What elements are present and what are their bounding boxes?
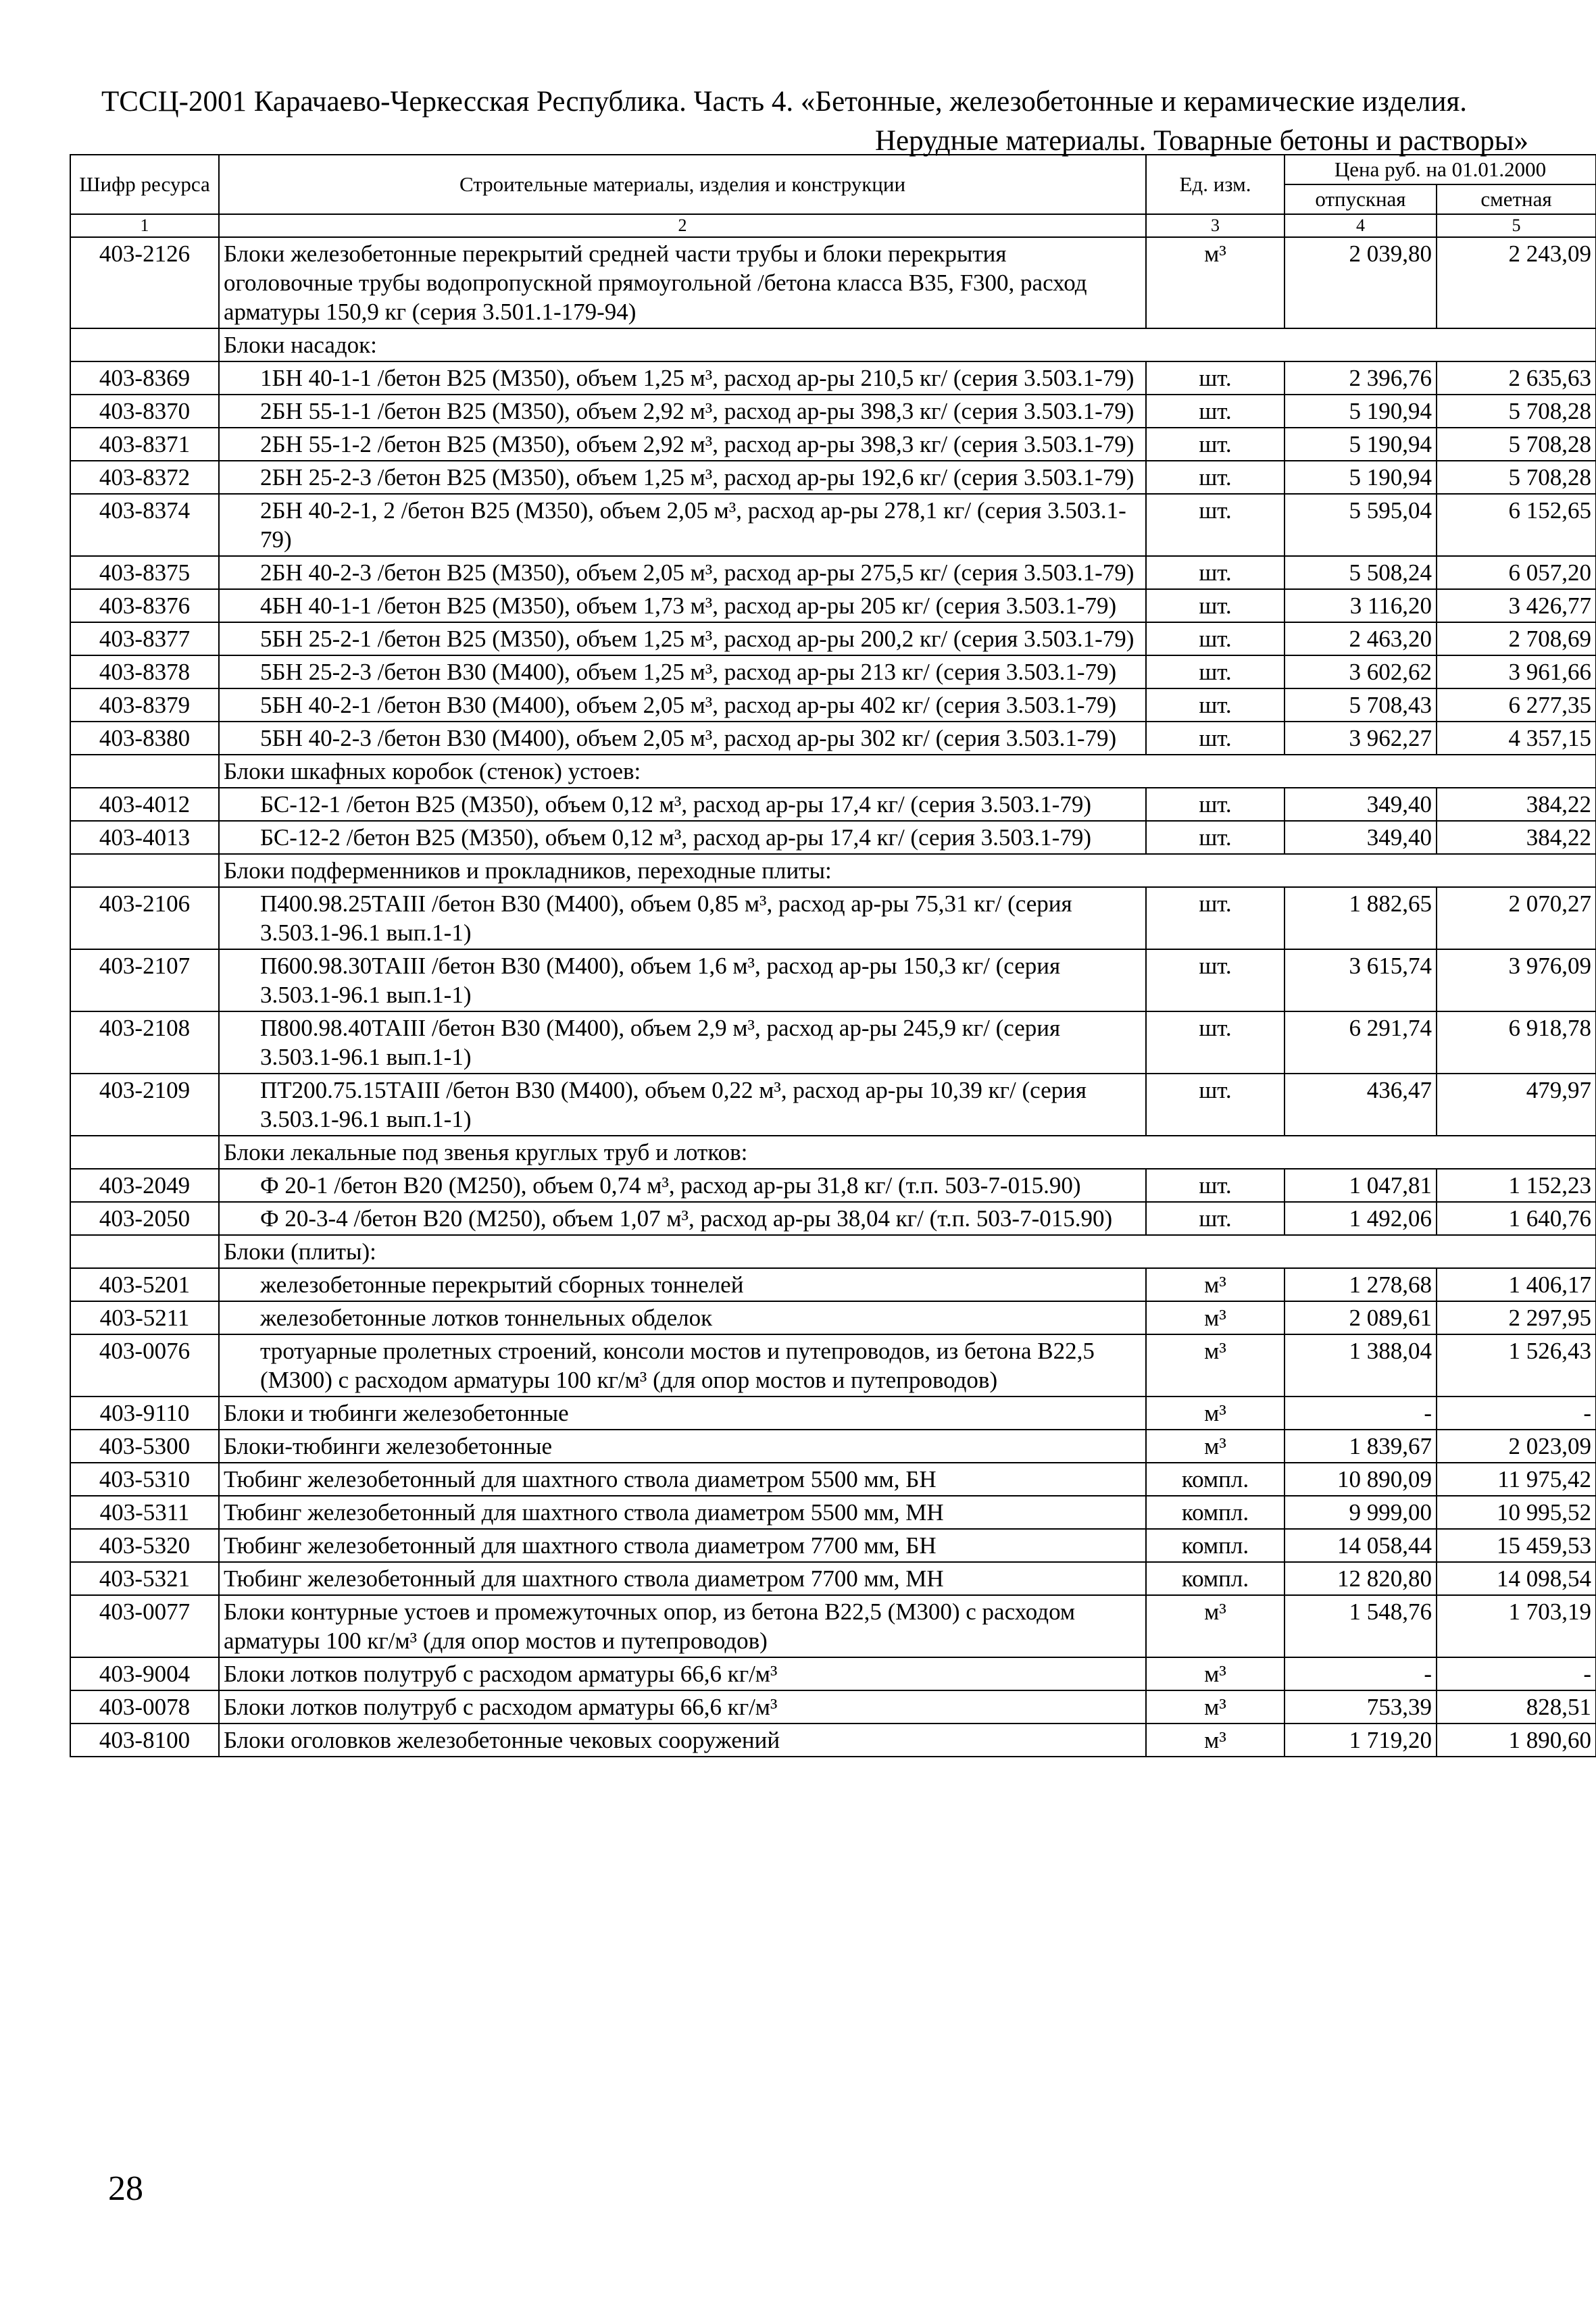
cell-code: 403-5211 [70,1301,219,1334]
cell-estimate-price: 3 426,77 [1437,589,1596,622]
cell-estimate-price: - [1437,1657,1596,1690]
cell-name: Блоки железобетонные перекрытий средней части трубы и блоки перекрытия оголовочные трубы водопропускной прямоугольной /бетона класса В35, F300, расход арматуры 150,9 кг (серия 3.501.1-179-94) [219,237,1146,328]
header-name: Строительные материалы, изделия и конструкции [219,155,1146,214]
cell-release-price: 3 615,74 [1285,949,1437,1011]
cell-name: 2БН 55-1-2 /бетон В25 (М350), объем 2,92 м³, расход ар-ры 398,3 кг/ (серия 3.503.1-79) [219,428,1146,461]
cell-code: 403-8378 [70,655,219,688]
cell-estimate-price: 1 890,60 [1437,1724,1596,1757]
section-row [70,755,1596,788]
cell-name: Тюбинг железобетонный для шахтного ствола диаметром 7700 мм, МН [219,1562,1146,1595]
table-row [70,1202,1596,1235]
cell-name: Блоки контурные устоев и промежуточных опор, из бетона В22,5 (М300) с расходом арматуры 100 кг/м³ (для опор мостов и путепроводов) [219,1595,1146,1657]
cell-name: 2БН 25-2-3 /бетон В25 (М350), объем 1,25 м³, расход ар-ры 192,6 кг/ (серия 3.503.1-79) [219,461,1146,494]
col-number: 1 [70,214,219,237]
cell-unit: шт. [1146,361,1285,395]
page-header [101,82,1528,161]
table-row [70,1529,1596,1562]
header-estimate-price: сметная [1437,184,1596,214]
cell-release-price: 3 602,62 [1285,655,1437,688]
cell-unit: шт. [1146,556,1285,589]
table-row [70,1463,1596,1496]
cell-name: П400.98.25ТАIII /бетон В30 (М400), объем 0,85 м³, расход ар-ры 75,31 кг/ (серия 3.503.1-96.1 вып.1-1) [219,887,1146,949]
cell-unit: компл. [1146,1463,1285,1496]
table-row [70,1011,1596,1074]
cell-estimate-price: 2 243,09 [1437,237,1596,328]
cell-estimate-price: 1 526,43 [1437,1334,1596,1397]
cell-release-price: 5 190,94 [1285,428,1437,461]
cell-estimate-price: 5 708,28 [1437,428,1596,461]
cell-estimate-price: 479,97 [1437,1074,1596,1136]
cell-name: Блоки лотков полутруб с расходом арматуры 66,6 кг/м³ [219,1657,1146,1690]
table-row [70,1690,1596,1724]
cell-name: 5БН 40-2-1 /бетон В30 (М400), объем 2,05 м³, расход ар-ры 402 кг/ (серия 3.503.1-79) [219,688,1146,722]
cell-name: 5БН 25-2-1 /бетон В25 (М350), объем 1,25 м³, расход ар-ры 200,2 кг/ (серия 3.503.1-79) [219,622,1146,655]
table-row [70,1724,1596,1757]
cell-release-price: 1 492,06 [1285,1202,1437,1235]
section-row [70,854,1596,887]
cell-unit: м³ [1146,1690,1285,1724]
col-number: 5 [1437,214,1596,237]
cell-release-price: 2 463,20 [1285,622,1437,655]
cell-unit: шт. [1146,395,1285,428]
section-title: Блоки подферменников и прокладников, переходные плиты: [219,854,1596,887]
cell-code [70,328,219,361]
cell-code: 403-8374 [70,494,219,556]
table-row [70,556,1596,589]
table-row [70,655,1596,688]
col-number: 2 [219,214,1146,237]
cell-code: 403-2107 [70,949,219,1011]
cell-name: 5БН 25-2-3 /бетон В30 (М400), объем 1,25 м³, расход ар-ры 213 кг/ (серия 3.503.1-79) [219,655,1146,688]
cell-release-price: 6 291,74 [1285,1011,1437,1074]
table-row [70,1334,1596,1397]
col-number: 3 [1146,214,1285,237]
cell-name: 4БН 40-1-1 /бетон В25 (М350), объем 1,73 м³, расход ар-ры 205 кг/ (серия 3.503.1-79) [219,589,1146,622]
cell-unit: шт. [1146,494,1285,556]
table-row [70,949,1596,1011]
cell-unit: м³ [1146,1430,1285,1463]
header-release-price: отпускная [1285,184,1437,214]
cell-estimate-price: 5 708,28 [1437,461,1596,494]
table-row [70,622,1596,655]
cell-release-price: 2 039,80 [1285,237,1437,328]
cell-code: 403-8377 [70,622,219,655]
cell-code: 403-8369 [70,361,219,395]
cell-unit: шт. [1146,821,1285,854]
cell-name: П600.98.30ТАIII /бетон В30 (М400), объем 1,6 м³, расход ар-ры 150,3 кг/ (серия 3.503.1-96.1 вып.1-1) [219,949,1146,1011]
cell-code: 403-5300 [70,1430,219,1463]
cell-name: Тюбинг железобетонный для шахтного ствола диаметром 7700 мм, БН [219,1529,1146,1562]
cell-unit: шт. [1146,1011,1285,1074]
table-row [70,1496,1596,1529]
cell-code [70,1136,219,1169]
cell-unit: шт. [1146,722,1285,755]
col-number: 4 [1285,214,1437,237]
cell-release-price: 1 839,67 [1285,1430,1437,1463]
cell-name: 2БН 55-1-1 /бетон В25 (М350), объем 2,92 м³, расход ар-ры 398,3 кг/ (серия 3.503.1-79) [219,395,1146,428]
cell-unit: м³ [1146,237,1285,328]
cell-unit: шт. [1146,461,1285,494]
cell-release-price: 1 548,76 [1285,1595,1437,1657]
cell-unit: шт. [1146,1202,1285,1235]
price-table [70,154,1596,1757]
cell-code: 403-0076 [70,1334,219,1397]
cell-unit: шт. [1146,688,1285,722]
cell-name: 1БН 40-1-1 /бетон В25 (М350), объем 1,25 м³, расход ар-ры 210,5 кг/ (серия 3.503.1-79) [219,361,1146,395]
table-row [70,1268,1596,1301]
cell-code: 403-8371 [70,428,219,461]
cell-unit: компл. [1146,1529,1285,1562]
cell-code [70,854,219,887]
cell-code: 403-5320 [70,1529,219,1562]
cell-unit: шт. [1146,655,1285,688]
cell-release-price: 14 058,44 [1285,1529,1437,1562]
cell-release-price: - [1285,1397,1437,1430]
cell-name: тротуарные пролетных строений, консоли мостов и путепроводов, из бетона В22,5 (М300) с расходом арматуры 100 кг/м³ (для опор мостов и путепроводов) [219,1334,1146,1397]
header-unit: Ед. изм. [1146,155,1285,214]
cell-release-price: 349,40 [1285,788,1437,821]
cell-estimate-price: 10 995,52 [1437,1496,1596,1529]
cell-estimate-price: 2 070,27 [1437,887,1596,949]
cell-code: 403-8372 [70,461,219,494]
cell-code: 403-2049 [70,1169,219,1202]
cell-estimate-price: 6 277,35 [1437,688,1596,722]
cell-code: 403-2106 [70,887,219,949]
cell-estimate-price: 6 918,78 [1437,1011,1596,1074]
table-row [70,494,1596,556]
cell-release-price: 3 116,20 [1285,589,1437,622]
cell-estimate-price: 1 152,23 [1437,1169,1596,1202]
cell-unit: шт. [1146,622,1285,655]
cell-code: 403-5310 [70,1463,219,1496]
cell-unit: м³ [1146,1657,1285,1690]
cell-unit: шт. [1146,788,1285,821]
cell-code: 403-9110 [70,1397,219,1430]
cell-name: Блоки-тюбинги железобетонные [219,1430,1146,1463]
cell-estimate-price: 6 152,65 [1437,494,1596,556]
section-row [70,328,1596,361]
cell-estimate-price: - [1437,1397,1596,1430]
cell-estimate-price: 15 459,53 [1437,1529,1596,1562]
header-code: Шифр ресурса [70,155,219,214]
table-body [70,237,1596,1757]
table-row [70,461,1596,494]
cell-name: Блоки и тюбинги железобетонные [219,1397,1146,1430]
table-row [70,887,1596,949]
cell-unit: шт. [1146,949,1285,1011]
table-row [70,1397,1596,1430]
cell-code: 403-0077 [70,1595,219,1657]
cell-release-price: 10 890,09 [1285,1463,1437,1496]
column-number-row [70,214,1596,237]
cell-unit: м³ [1146,1334,1285,1397]
section-row [70,1235,1596,1268]
cell-code: 403-8370 [70,395,219,428]
table-row [70,395,1596,428]
cell-code [70,755,219,788]
cell-code: 403-5201 [70,1268,219,1301]
table-row [70,1595,1596,1657]
cell-name: 5БН 40-2-3 /бетон В30 (М400), объем 2,05 м³, расход ар-ры 302 кг/ (серия 3.503.1-79) [219,722,1146,755]
cell-release-price: 1 388,04 [1285,1334,1437,1397]
cell-release-price: 3 962,27 [1285,722,1437,755]
cell-release-price: 2 089,61 [1285,1301,1437,1334]
cell-name: БС-12-1 /бетон В25 (М350), объем 0,12 м³, расход ар-ры 17,4 кг/ (серия 3.503.1-79) [219,788,1146,821]
cell-unit: шт. [1146,428,1285,461]
cell-code: 403-4012 [70,788,219,821]
cell-name: Тюбинг железобетонный для шахтного ствола диаметром 5500 мм, МН [219,1496,1146,1529]
cell-code: 403-8379 [70,688,219,722]
cell-release-price: 1 278,68 [1285,1268,1437,1301]
cell-unit: шт. [1146,887,1285,949]
section-title: Блоки (плиты): [219,1235,1596,1268]
cell-unit: шт. [1146,1169,1285,1202]
cell-release-price: 1 882,65 [1285,887,1437,949]
section-title: Блоки шкафных коробок (стенок) устоев: [219,755,1596,788]
header-price-group: Цена руб. на 01.01.2000 [1285,155,1596,184]
cell-estimate-price: 2 635,63 [1437,361,1596,395]
cell-release-price: 5 595,04 [1285,494,1437,556]
cell-estimate-price: 1 640,76 [1437,1202,1596,1235]
section-row [70,1136,1596,1169]
cell-unit: шт. [1146,589,1285,622]
cell-release-price: 5 190,94 [1285,461,1437,494]
cell-release-price: 5 508,24 [1285,556,1437,589]
cell-unit: м³ [1146,1397,1285,1430]
cell-release-price: 12 820,80 [1285,1562,1437,1595]
header-line-1: ТССЦ-2001 Карачаево-Черкесская Республика. Часть 4. «Бетонные, железобетонные и керамические изделия. [101,86,1468,118]
table-row [70,788,1596,821]
table-row [70,1169,1596,1202]
cell-unit: м³ [1146,1268,1285,1301]
cell-release-price: 1 719,20 [1285,1724,1437,1757]
cell-estimate-price: 14 098,54 [1437,1562,1596,1595]
cell-estimate-price: 1 703,19 [1437,1595,1596,1657]
page-number: 28 [108,2169,143,2208]
cell-estimate-price: 6 057,20 [1437,556,1596,589]
section-title: Блоки лекальные под звенья круглых труб и лотков: [219,1136,1596,1169]
cell-estimate-price: 828,51 [1437,1690,1596,1724]
cell-name: Блоки лотков полутруб с расходом арматуры 66,6 кг/м³ [219,1690,1146,1724]
section-title: Блоки насадок: [219,328,1596,361]
cell-name: железобетонные перекрытий сборных тоннелей [219,1268,1146,1301]
cell-estimate-price: 2 297,95 [1437,1301,1596,1334]
cell-code: 403-2050 [70,1202,219,1235]
cell-unit: компл. [1146,1562,1285,1595]
cell-code: 403-2108 [70,1011,219,1074]
cell-name: ПТ200.75.15ТАIII /бетон В30 (М400), объем 0,22 м³, расход ар-ры 10,39 кг/ (серия 3.503.1-96.1 вып.1-1) [219,1074,1146,1136]
cell-name: Ф 20-1 /бетон В20 (М250), объем 0,74 м³, расход ар-ры 31,8 кг/ (т.п. 503-7-015.90) [219,1169,1146,1202]
cell-release-price: - [1285,1657,1437,1690]
cell-estimate-price: 2 023,09 [1437,1430,1596,1463]
cell-code: 403-2126 [70,237,219,328]
cell-release-price: 5 708,43 [1285,688,1437,722]
cell-release-price: 9 999,00 [1285,1496,1437,1529]
header-line-2: Нерудные материалы. Товарные бетоны и растворы» [874,125,1528,157]
cell-estimate-price: 3 976,09 [1437,949,1596,1011]
cell-release-price: 349,40 [1285,821,1437,854]
cell-code: 403-5311 [70,1496,219,1529]
cell-unit: м³ [1146,1724,1285,1757]
cell-estimate-price: 11 975,42 [1437,1463,1596,1496]
cell-release-price: 436,47 [1285,1074,1437,1136]
cell-code: 403-5321 [70,1562,219,1595]
table-row [70,821,1596,854]
cell-release-price: 5 190,94 [1285,395,1437,428]
cell-name: железобетонные лотков тоннельных обделок [219,1301,1146,1334]
cell-name: П800.98.40ТАIII /бетон В30 (М400), объем 2,9 м³, расход ар-ры 245,9 кг/ (серия 3.503.1-96.1 вып.1-1) [219,1011,1146,1074]
table-row [70,1301,1596,1334]
cell-estimate-price: 384,22 [1437,788,1596,821]
cell-release-price: 753,39 [1285,1690,1437,1724]
cell-name: Ф 20-3-4 /бетон В20 (М250), объем 1,07 м³, расход ар-ры 38,04 кг/ (т.п. 503-7-015.90) [219,1202,1146,1235]
cell-unit: м³ [1146,1301,1285,1334]
table-row [70,428,1596,461]
cell-name: БС-12-2 /бетон В25 (М350), объем 0,12 м³, расход ар-ры 17,4 кг/ (серия 3.503.1-79) [219,821,1146,854]
table-row [70,1430,1596,1463]
cell-estimate-price: 4 357,15 [1437,722,1596,755]
cell-code: 403-8380 [70,722,219,755]
table-row [70,1074,1596,1136]
table-row [70,1562,1596,1595]
cell-code: 403-8376 [70,589,219,622]
cell-code: 403-0078 [70,1690,219,1724]
cell-release-price: 1 047,81 [1285,1169,1437,1202]
cell-estimate-price: 3 961,66 [1437,655,1596,688]
cell-code: 403-9004 [70,1657,219,1690]
cell-name: Тюбинг железобетонный для шахтного ствола диаметром 5500 мм, БН [219,1463,1146,1496]
cell-estimate-price: 1 406,17 [1437,1268,1596,1301]
cell-code [70,1235,219,1268]
table-row [70,722,1596,755]
cell-estimate-price: 5 708,28 [1437,395,1596,428]
table-row [70,1657,1596,1690]
cell-code: 403-4013 [70,821,219,854]
cell-unit: м³ [1146,1595,1285,1657]
table-row [70,688,1596,722]
cell-code: 403-8100 [70,1724,219,1757]
cell-unit: шт. [1146,1074,1285,1136]
cell-code: 403-2109 [70,1074,219,1136]
cell-estimate-price: 384,22 [1437,821,1596,854]
cell-unit: компл. [1146,1496,1285,1529]
cell-release-price: 2 396,76 [1285,361,1437,395]
table-row [70,589,1596,622]
table-row [70,237,1596,328]
cell-name: Блоки оголовков железобетонные чековых сооружений [219,1724,1146,1757]
table-row [70,361,1596,395]
cell-estimate-price: 2 708,69 [1437,622,1596,655]
cell-code: 403-8375 [70,556,219,589]
cell-name: 2БН 40-2-3 /бетон В25 (М350), объем 2,05 м³, расход ар-ры 275,5 кг/ (серия 3.503.1-79) [219,556,1146,589]
cell-name: 2БН 40-2-1, 2 /бетон В25 (М350), объем 2,05 м³, расход ар-ры 278,1 кг/ (серия 3.503.1-79) [219,494,1146,556]
